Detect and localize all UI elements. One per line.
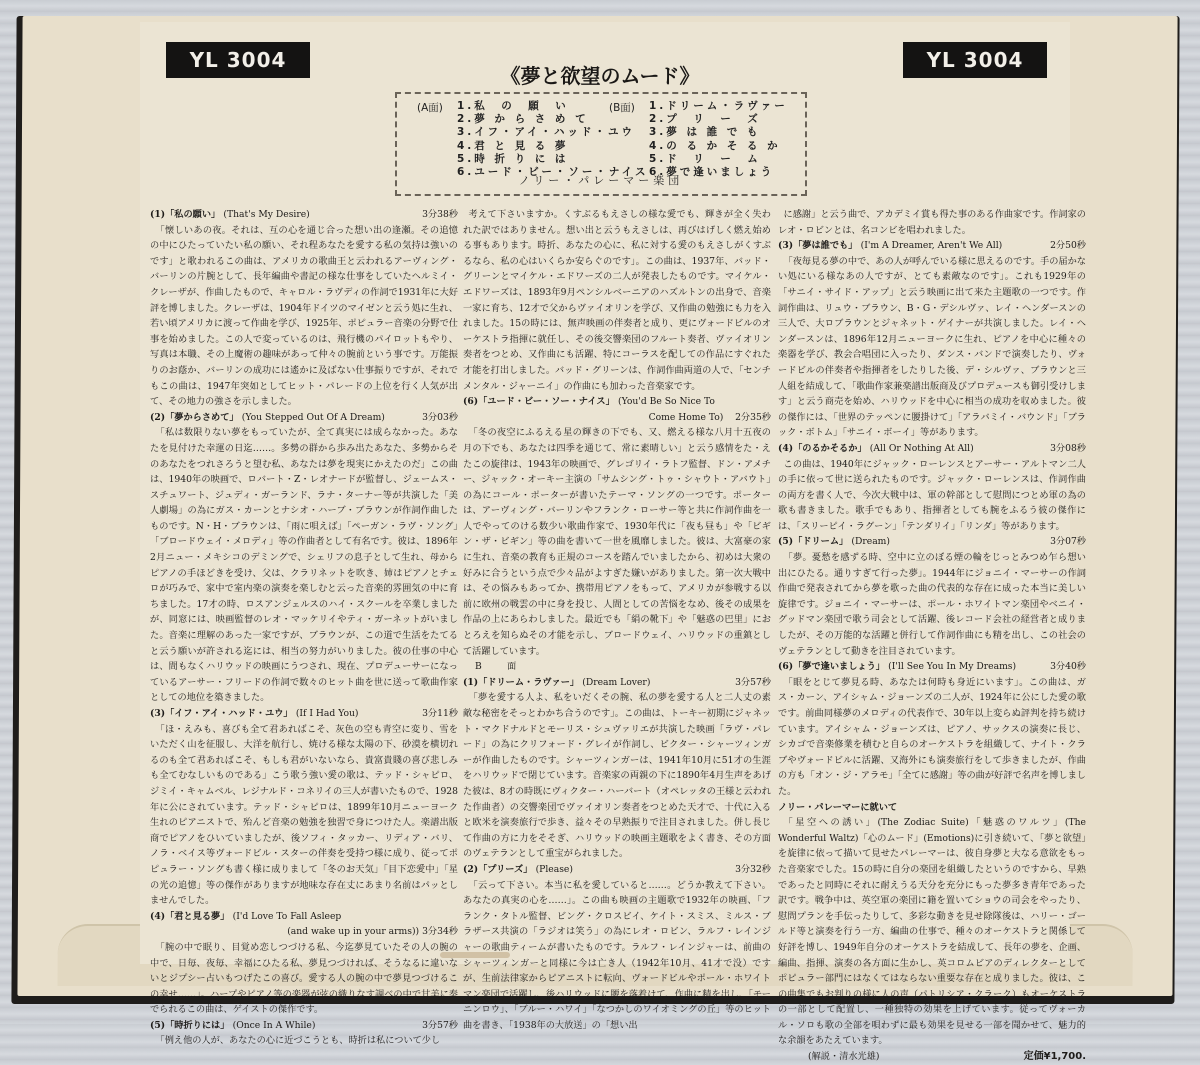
song-number: (5): [150, 1019, 166, 1031]
song-entry: [463, 675, 771, 862]
song-duration: 2分50秒: [1050, 240, 1086, 252]
song-description: この曲は、1940年にジャック・ローレンスとアーサー・アルトマン二人の手に依って世に送られたものです。ジャック・ローレンスは、作詞作曲の両方を書く人で、今次大戦中は、軍の幹部として慰問につとめ軍の為の歌も書きました。歌手でもあり、指揮者としても腕をふるう彼の傑作には、「スリーピイ・ラグーン」「テンダリイ」「リンダ」等があります。: [778, 458, 1086, 532]
song-title-en: (I'd Love To Fall Asleep: [232, 910, 342, 922]
song-entry: [150, 909, 458, 1018]
side-b-heading: B 面: [475, 661, 525, 673]
song-title-jp: 「時折りには」: [165, 1019, 230, 1031]
song-entry: [150, 1018, 458, 1049]
song-duration: 3分08秒: [1050, 442, 1086, 454]
song-description: 「眼をとじて夢見る時、あなたは何時も身近にいます」。この曲は、ガス・カーン、アイシャム・ジョーンズの二人が、1924年に公にした愛の歌です。前曲同様夢のメロディの代表作で、30年以上変らぬ評判を持ち続けています。アイシャム・ジョーンズは、ピアノ、サックスの演奏に長じ、シカゴで音楽修業を積むと自らのオーケストラを組織して、ナイト・クラブやヴォードビルに活躍、又海外にも演奏旅行をして歩きましたが、作曲の方も「オン・ジ・アラモ」「全てに感謝」等の曲が好評で名声を博しました。: [778, 676, 1086, 797]
song-title-jp: 「君と見る夢」: [165, 910, 230, 922]
about-heading: ノリー・パレーマーに就いて: [778, 801, 898, 813]
song-title-en: (Dream Lover): [582, 676, 651, 688]
song-entry: [463, 394, 771, 659]
song-description: 「夜毎見る夢の中で、あの人が呼んでいる様に思えるのです。手の届かない処にいる様なあの人ですが、とても素敵なのです」。これも1929年の「サニイ・サイド・アップ」と云う映画に出て来た主題歌の一つです。作詞作曲は、リュウ・ブラウン、B・G・デシルヴァ、レイ・ヘンダースンの三人で、大ロブラウンとジャネット・ゲイナーが共演しました。レイ・ヘンダースンは、1896年12月ニューヨークに生れ、ピアノを中心に種々の楽器を学び、教会合唱団に入ったり、ダンス・バンドで演奏したり、ヴォードビルの伴奏者や指揮者をしたりした後、デ・シルヴァ、ブラウンと三人組を結成して、「歌曲作家兼楽譜出版商及びプロデュースも御引受けします」と云う商売を始め、ハリウッドを中心に相当の成功を収めました。彼の傑作には、「世界のテッペンに腰掛けて」「アラバミイ・バウンド」「ブラック・ボトム」「サニイ・ボーイ」等があります。: [778, 255, 1086, 439]
song-number: (6): [778, 661, 794, 673]
song-duration: 3分57秒: [422, 1019, 458, 1031]
song-description: 「腕の中で眠り、目覚め恋しつづける私、今迄夢見ていたその人の腕の中で、日毎、夜毎、幸福にひたる私、夢見つづければ、そうなるに違いないとジプシー占いもつげたこの喜び。愛する人の腕の中で夢見つづけるこの幸せ……」。ハープやピアノ等の楽器が弦の織りなす調べの中で甘美に奏でられるこの曲は、ゲイストの傑作です。: [150, 941, 458, 1016]
song-number: (1): [463, 676, 479, 688]
song-duration: 3分57秒: [735, 676, 771, 688]
song-title-en-cont: (and wake up in your arms)): [287, 926, 420, 938]
album-title: 《夢と欲望のムード》: [500, 64, 700, 88]
song-title-en: (I'll See You In My Dreams): [888, 661, 1017, 673]
song-entry: [150, 207, 458, 410]
about-text: 「星空への誘い」(The Zodiac Suite)「魅惑のワルツ」(The Wonderful Waltz)「心のムード」(Emotions)に引き続いて、「夢と欲望」を旋律に依って描いて見せたパレーマーは、彼自身夢と大なる意欲をもった音楽家でした。15の時に自分の楽団を組織したというのですから、早熟であったと同時にそれに耐えうる天分を充分にもった夢多き青年であった訳です。戦争中は、英空軍の楽団に籍を置いてショウの司会をやったり、慰問プランを手伝ったりして、多彩な動きを見せ除隊後は、ハリー・ゴールド等と演奏を行う一方、編曲の仕事で、種々のオーケストラと関係して好評を博し、1949年自分のオーケストラを結成して、長年の夢を、企画、編曲、指揮、演奏の各方面に生かし、英コロムビアのディレクターとしてポピュラー部門にはなくてはならない重要な存在と成りました。彼は、この曲集でもお判りの様に人の声（パトリシア・クラーク）もオーケストラの一部として配置し、一種独特の効果を上げています。従ってヴォーカル・ソロも歌の全部を唄わずに最も効果を見せる一部を聞かせて、魅力的な余韻をあたえています。: [778, 817, 1086, 1047]
track-a6: 6.ユード・ビー・ソー・ナイス: [457, 165, 649, 178]
footer-row: [778, 1049, 1086, 1065]
song-title-jp: 「のるかそるか」: [793, 442, 867, 454]
song-number: (4): [778, 442, 794, 454]
stain-mark: [440, 952, 510, 958]
song-number: (2): [463, 863, 479, 875]
song-duration: 3分07秒: [1050, 536, 1086, 548]
track-a4: 4.君 と 見 る 夢: [457, 139, 569, 152]
catalog-number-right: YL 3004: [903, 42, 1047, 78]
tracklist-box: [395, 92, 807, 196]
song-entry: [463, 862, 771, 1034]
orchestra-name: ノリー・パレーマー楽団: [518, 174, 684, 187]
song-number: (1): [150, 209, 166, 220]
song-title-en: (Once In A While): [232, 1019, 316, 1031]
song-title-jp: 「夢からさめて」: [165, 411, 239, 423]
catalog-number-left: YL 3004: [166, 42, 310, 78]
track-b6: 6.夢で逢いましょう: [649, 165, 775, 178]
song-title-en: (Dream): [851, 536, 890, 548]
song-duration: 3分11秒: [422, 708, 458, 719]
track-b5: 5.ド リ ー ム: [649, 152, 761, 165]
notes-column-1: [150, 207, 458, 1049]
song-number: (6): [463, 396, 479, 408]
track-b4: 4.の る か そ る か: [649, 139, 781, 152]
song-duration: 3分38秒: [422, 209, 458, 220]
track-b2: 2.プ リ ー ズ: [649, 113, 761, 126]
song-entry: [778, 659, 1086, 799]
song-description: 「例え他の人が、あなたの心に近づこうとも、時折は私について少し: [155, 1035, 441, 1047]
song-number: (3): [150, 708, 166, 719]
song-title-en: (I'm A Dreamer, Aren't We All): [860, 240, 1003, 252]
track-b3: 3.夢 は 誰 で も: [649, 126, 761, 139]
song-description: 「夢を愛する人よ、私をいだくその腕、私の夢を愛する人と二人丈の素敵な秘密をそっとわかち合うのです」。この曲は、トーキー初期にジャネット・マクドナルドとモーリス・シュヴァリエが共演した映画「ラヴ・パレード」の為にクリフォード・グレイが作詞し、ビクター・シャーツィンガーが作曲したものです。シャーツィンガーは、1941年10月に51才の生涯をハリウッドで閉じています。音楽家の両親の下に1890年4月生声をあげた彼は、8才の時既にヴィクター・ハーバート（オペレッタの王様と云われた作曲者）の交響楽団でヴァイオリン奏者をつとめた天才で、十代に入ると欧米を演奏旅行で歩き、益々その早熟振りで注目されました。併し長じて作曲の方に力をそそぎ、ハリウッドの映画主題歌をよく書き、その方面のヴェテランとして重宝がられました。: [463, 692, 771, 860]
side-a-label: (A面): [417, 102, 443, 114]
track-b1: 1.ドリーム・ラヴァー: [649, 100, 788, 112]
track-a2: 2.夢 か ら さ め て: [457, 113, 589, 126]
commentary-credit: (解説・清水光雄): [808, 1051, 880, 1063]
song-title-en: (Please): [535, 863, 573, 875]
song-entry: [150, 410, 458, 706]
song-title-jp: 「ドリーム・ラヴァー」: [478, 676, 580, 688]
song-number: (2): [150, 411, 166, 423]
song-title-en-cont: Come Home To): [648, 411, 724, 423]
notes-column-2: [463, 207, 771, 1033]
song-duration: 3分40秒: [1050, 661, 1086, 673]
song-description: 「懐しいあの夜。それは、互の心を通じ合った想い出の逢瀬。その追憶の中にひたっていたい私の願い、それ程あなたを愛する私の気持は強いのです」と歌われるこの曲は、アメリカの歌曲王と云われるアーヴィング・バーリンの片腕として、長年編曲や書記の様な仕事をしていたヘルミイ・クレーザが、作曲したもので、キャロル・ラヴディの作詞で1931年に大好評を博しました。クレーザは、1904年ドイツのマイゼンと云う処に生れ、若い頃アメリカに渡って作曲を学び、1925年、ポピュラー音楽の分野で仕事を始めました。この人で変っているのは、飛行機のパイロットもやり、写真は本職、その上魔術の趣味があって仲々の腕前という事です。万能振りのお蔭か、バーリンの成功には遙かに及ばない仕事振りですが、それでもこの曲は、1947年突如としてヒット・パレードの上位を行く人気が出て、その地力の強さを示しました。: [150, 224, 458, 408]
track-a1: 1.私 の 願 い: [457, 100, 569, 112]
song-number: (4): [150, 910, 166, 922]
song-number: (5): [778, 536, 794, 548]
song-description: 「ほ・えみも、喜びも全て君あればこそ、灰色の空も青空に変り、雪をいただく山を征服し、大洋を航行し、焼ける様な太陽の下、砂漠を横切れるのも全て君あればこそ、もしも君がいないなら、貴富貴賤の喜び悲しみも全てむなしいものである」こう歌う強い愛の歌は、テッド・シャピロ、ジミイ・キャムベル、レジナルド・コネリイの三人が書いたもので、1928年に公にされています。テッド・シャピロは、1899年10月ニューヨーク生れのピアニストで、殆んど音楽の勉強を独習で身につけた人。楽譜出版商でピアノをひいていましたが、後ソフィ・タッカー、リディア・バリ、ノラ・ベイス等ヴォードビル・スターの伴奏を受持つ様に成り、従ってポピュラー・ソングも書く様に成りまして「冬のお天気」「目下恋愛中」「星の光の追憶」等の傑作がありますが地味な存在丈にあまり名前はパッとしませんでした。: [150, 723, 458, 907]
song-duration: 3分03秒: [422, 411, 458, 423]
notes-column-3: [778, 207, 1086, 1065]
song-title-jp: 「夢で逢いましょう」: [793, 661, 885, 673]
song-description: 「私は数限りない夢をもっていたが、全て真実には成らなかった。あなたを見付けた幸運の日迄……。多勢の群から歩み出たあなた、多勢からそのあなたをつれさろうと望む私、あなたは夢を現実にかえたのだ」この曲は、1940年の映画で、ロバート・Z・レオナードが監督し、ジェームス・スチュワート、ジュディ・ガーランド、ラナ・ターナー等が共演した「美人劇場」の為にガス・カーンとナシオ・ハーブ・ブラウンが作詞作曲したものです。N・H・ブラウンは、「雨に唄えば」「ペーガン・ラヴ・ソング」「ブロードウェイ・メロディ」等の作曲者として有名です。彼は、1896年2月ニュー・メキシコのデミングで、シェリフの息子として生れ、母からピアノの手ほどきを受け、父は、クラリネットを吹き、姉はピアノとチェロが巧みで、家中で室内楽の演奏を楽しむと云った音楽的雰囲気の中に育ちました。17才の時、ロスアンジェルスのハイ・スクールを卒業しましたが、同窓には、映画監督のレオ・マッケリイやティ・ガーネットがいました。音楽に理解のあった一家ですが、ブラウンが、この道で生活をたてると云う願いが許される迄には、相当の努力がいりました。彼の仕事の中心は、間もなくハリウッドの映画にうつされ、現在、プロデューサーになっているアーサー・フリードの作詞で数々のヒット曲を世に送って歌曲作家としての地位を築きました。: [150, 427, 458, 704]
song-title-en: (If I Had You): [295, 708, 359, 719]
song-title-jp: 「夢は誰でも」: [793, 240, 858, 252]
side-b-label: (B面): [609, 102, 635, 114]
song-title-jp: 「イフ・アイ・ハッド・ユウ」: [165, 708, 293, 719]
song-title-en: (You Stepped Out Of A Dream): [241, 411, 385, 423]
song-title-en: (You'd Be So Nice To: [618, 396, 715, 408]
song-description: 「冬の夜空にふるえる星の輝きの下でも、又、燃える様な八月十五夜の月の下でも、あなたは四季を通じて、常に素晴しい」と云う感情をた・えたこの旋律は、1943年の映画で、グレゴリイ・ラトフ監督、ドン・アメチー、ジャック・オーキー主演の「サムシング・トゥ・シャウト・アバウト」の為にコール・ポーターが書いたテーマ・ソングの一つです。ポーターは、アーヴィング・バーリンやフランク・ローサー等と共に作詞作曲を一人でやってのける数少い歌曲作家で、1930年代に「夜も昼も」や「ビギン・ザ・ビギン」等の曲を書いて一世を風靡しました。彼は、大富豪の家に生れ、音楽の教育も正規のコースを踏んでいましたから、初めは大衆の好みに合うという点で少々品がよすぎた嫌いがありました。第一次大戦中は、その悩みもあってか、携帯用ピアノをもって、アメリカが参戦する以前に欧州の戦雲の中に身を投じ、人間としての苦悩をなめ、後その成果を作品の上にあらわしました。最近でも「絹の靴下」や「魅惑の巴里」におとろえを知らぬその才能を示し、ブロードウェイ、ハリウッドの重鎮として活躍しています。: [463, 427, 771, 657]
song-title-jp: 「プリーズ」: [478, 863, 533, 875]
song-title-jp: 「私の願い」: [165, 209, 221, 220]
song-duration: 2分35秒: [735, 411, 771, 423]
song-title-en: (All Or Nothing At All): [869, 442, 974, 454]
song-entry: [778, 534, 1086, 659]
song-title-jp: 「ドリーム」: [793, 536, 849, 548]
list-price: 定価¥1,700.: [1023, 1051, 1086, 1063]
song-title-jp: 「ユード・ビー・ソー・ナイス」: [478, 396, 615, 408]
song-duration: 3分34秒: [422, 926, 458, 938]
song-entry: [778, 238, 1086, 441]
continued-text: 考えて下さいますか。くすぶるもえさしの様な愛でも、輝きが全く失われた訳ではありません。想い出と云うもえさしは、再びはげしく燃え始める事もあります。時折、あなたの心に、私に対する愛のもえさしがくすぶるなら、私の心はいくらか安らぐのです」。この曲は、1937年、バッド・グリーンとマイケル・エドワーズの二人が発表したものです。マイケル・エドワーズは、1893年9月ペンシルベーニアのハズルトンの出身で、音楽一家に育ち、12才で父からヴァイオリンを学び、又作曲の勉強にも力を入れました。15の時には、無声映画の伴奏者と成り、更にヴォードビルのオーケストラ指揮に就任し、その後交響楽団のフルート奏者、ヴァイオリン奏者をつとめ、又作曲にも活躍、特にコーラスを配しての作品にすぐれた才能を打出しました。バッド・グリーンは、作詞作曲両道の人で、「センチメンタル・ジャーニイ」の作曲にも加わった音楽家です。: [463, 209, 771, 392]
song-entry: [150, 706, 458, 909]
song-entry: [778, 441, 1086, 535]
song-title-en: (That's My Desire): [223, 209, 310, 220]
song-number: (3): [778, 240, 794, 252]
song-description: 「夢。憂愁を感ずる時、空中に立のぼる煙の輪をじっとみつめ乍ら想い出にひたる。通りすぎて行った夢」。1944年にジョニイ・マーサーの作詞作曲で発表されてから夢を歌った曲の代表的な存在に成った本当に美しい旋律です。ジョニイ・マーサーは、ポール・ホワイトマン楽団やベニイ・グッドマン楽団で歌う司会として活躍、後レコード会社の経営者と成りましたが、その万能的な活躍と併行して作詞作曲にも精を出し、この社会のヴェテランとして動きを注目されています。: [778, 552, 1086, 657]
continued-text: に感謝」と云う曲で、アカデミイ賞も得た事のある作曲家です。作詞家のレオ・ロビンとは、名コンビを唱われました。: [778, 209, 1086, 236]
track-a5: 5.時 折 り に は: [457, 152, 569, 165]
song-duration: 3分32秒: [735, 863, 771, 875]
song-description: 「云って下さい。本当に私を愛していると……。どうか教えて下さい。あなたの真実の心を……」。この曲も映画の主題歌で1932年の映画、「フランク・タトル監督、ビング・クロスビイ、ケイト・スミス、ミルス・ブラザース共演の「ラジオは笑う」の為にレオ・ロビン、ラルフ・レインジャーの歌曲ティームが書いたものです。ラルフ・レインジャーは、前曲のシャーツィンガーと同様に今は亡き人（1942年10月、41才で没）ですが、生前法律家からピアニストに転向、ヴォードビルやポール・ホワイトマン楽団で活躍し、後ハリウッドに腰を落着けて、作曲に精を出し、「モーニンロウ」、「ブルー・ハワイ」「なつかしのワイオミングの丘」等のヒット曲を書き、「1938年の大放送」の「想い出: [463, 879, 771, 1031]
track-a3: 3.イフ・アイ・ハッド・ユウ: [457, 126, 636, 139]
